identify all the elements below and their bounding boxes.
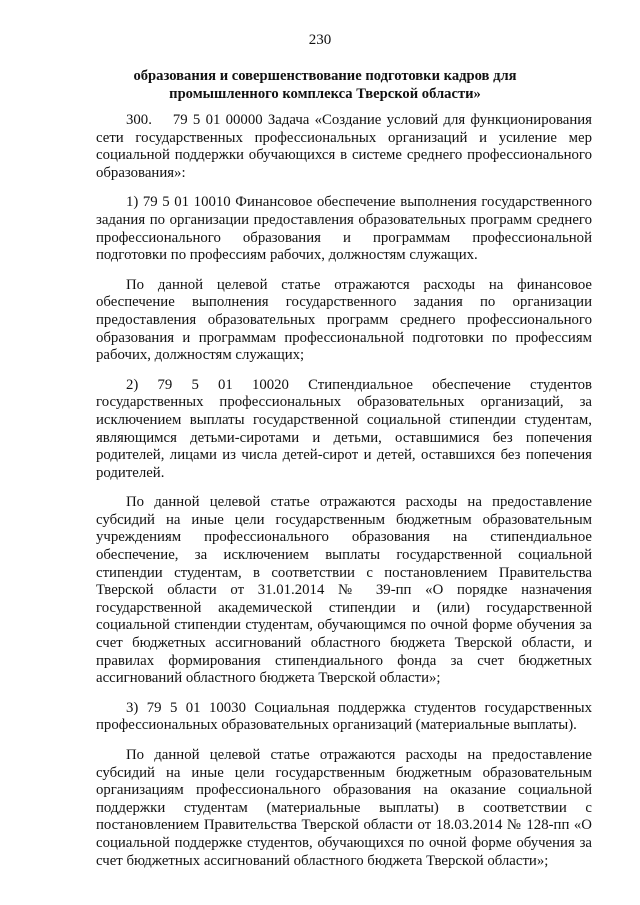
paragraph-item-3: 3) 79 5 01 10030 Социальная поддержка студентов государственных профессиональных образовательных организаций (материальные выплаты). — [96, 699, 592, 734]
paragraph-task-300: 300. 79 5 01 00000 Задача «Создание условий для функционирования сети государственных профессиональных организаций и усиление мер социальной поддержки обучающихся в системе среднего профессионального образования»: — [96, 112, 592, 181]
page-number: 230 — [308, 32, 332, 48]
paragraph-item-1-description: По данной целевой статье отражаются расходы на финансовое обеспечение выполнения государственного задания по организации предоставления образовательных программ среднего профессионального образования и программам профессиональной подготовки по профессиям рабочих, должностям служащих; — [96, 276, 592, 364]
paragraph-item-3-description: По данной целевой статье отражаются расходы на предоставление субсидий на иные цели государственным бюджетным образовательным организациям профессионального образования на оказание социальной поддержки студентам (материальные выплаты) в соответствии с постановлением Правительства Тверской области от 18.03.2014 № 128-пп «О социальной поддержке студентов, обучающихся по очной форме обучения за счет бюджетных ассигнований областного бюджета Тверской области»; — [96, 747, 592, 869]
section-heading: образования и совершенствование подготовки кадров для промышленного комплекса Тверской области» — [133, 68, 517, 102]
paragraph-item-2-description: По данной целевой статье отражаются расходы на предоставление субсидий на иные цели государственным бюджетным образовательным учреждениям профессионального образования на стипендиальное обеспечение, за исключением выплаты государственной социальной стипендии студентам, в соответствии с постановлением Правительства Тверской области от 31.01.2014 № 39-пп «О порядке назначения государственной академической стипендии и (или) государственной социальной стипендии студентам, обучающимся по очной форме обучения за счет бюджетных ассигнований областного бюджета Тверской области, и правилах формирования стипендиального фонда за счет бюджетных ассигнований областного бюджета Тверской области»; — [96, 494, 592, 687]
paragraph-item-1: 1) 79 5 01 10010 Финансовое обеспечение выполнения государственного задания по организации предоставления образовательных программ среднего профессионального образования и программам профессиональной подготовки по профессиям рабочих, должностям служащих. — [96, 194, 592, 264]
paragraph-item-2: 2) 79 5 01 10020 Стипендиальное обеспечение студентов государственных профессиональных образовательных организаций, за исключением выплаты государственной социальной стипендии студентам, являющимся детьми-сиротами и детьми, оставшимися без попечения родителей, лицами из числа детей-сирот и детей, оставшихся без попечения родителей. — [96, 376, 592, 481]
document-body — [96, 112, 592, 882]
